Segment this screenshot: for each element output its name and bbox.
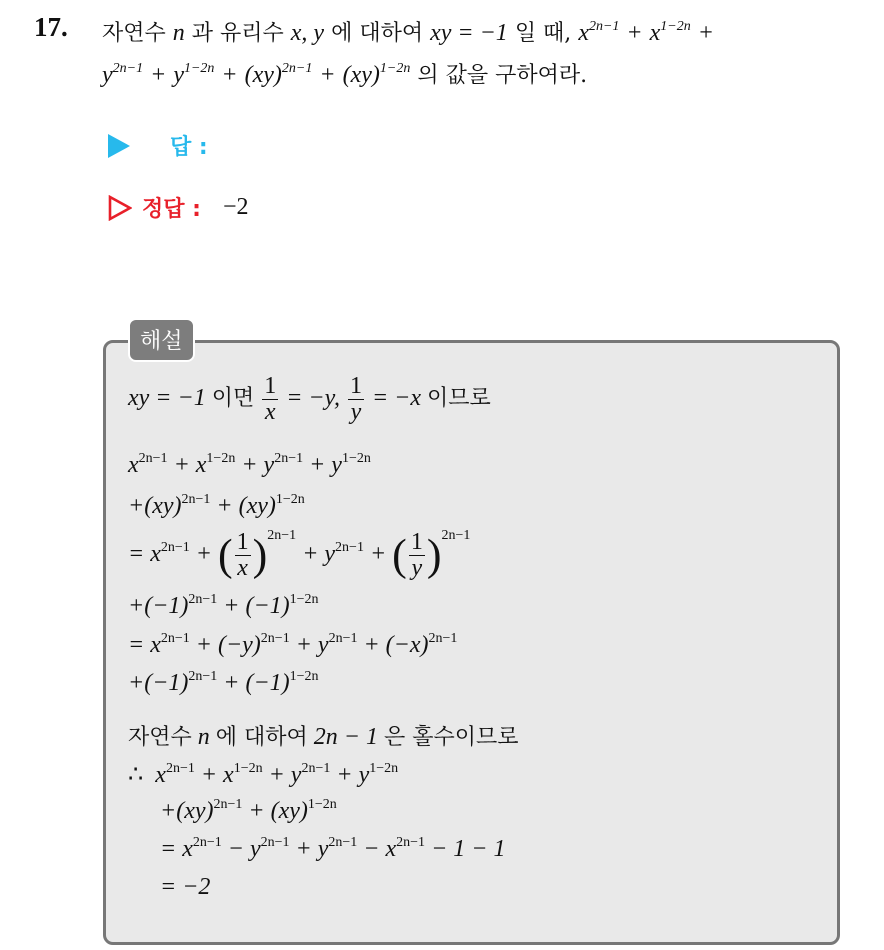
question-text: 과 유리수: [191, 21, 284, 46]
correct-answer-value: −2: [222, 194, 249, 220]
solution-line-12: = −2: [160, 874, 211, 900]
solution-line-8: 자연수 n 에 대하여 2n − 1 은 홀수이므로: [128, 724, 519, 750]
term: $x^{1-2n}$: [649, 19, 691, 46]
condition: xy = −1: [430, 20, 508, 46]
question-line-1: [102, 16, 714, 47]
therefore-symbol: ∴: [128, 762, 144, 788]
solution-line-11: = $x^{2n-1} - y^{2n-1} + y^{2n-1} - x^{2n-1} - 1 - 1$: [160, 835, 506, 862]
solution-line-5: $+(-1)^{2n-1} + (-1)^{1-2n}$: [128, 592, 319, 619]
term: (xy)$^{2n-1}$: [244, 61, 313, 88]
solution-line-9: ∴ $x^{2n-1} + x^{1-2n} + y^{2n-1} + y^{1-2n}$: [128, 761, 399, 788]
solution-line-7: $+(-1)^{2n-1} + (-1)^{1-2n}$: [128, 669, 319, 696]
plus: +: [697, 20, 714, 46]
correct-answer-row: [108, 192, 249, 223]
play-triangle-icon: [108, 134, 130, 158]
question-line-2: [102, 58, 587, 89]
solution-line-10: +(xy)$^{2n-1}$ + (xy)$^{1-2n}$: [160, 797, 337, 824]
question-text: 일 때,: [514, 21, 572, 46]
outline-triangle-icon: [108, 195, 132, 221]
solution-line-6: = $x^{2n-1} + (-y)^{2n-1} + y^{2n-1} + (-x)^{2n-1}$: [128, 631, 458, 658]
question-number: 17.: [34, 12, 68, 42]
plus: +: [150, 62, 167, 88]
question-text: 자연수: [102, 21, 166, 46]
var-n: n: [172, 20, 185, 46]
var-xy: x, y: [290, 20, 325, 46]
question-text: 의 값을 구하여라.: [417, 63, 588, 88]
term: $y^{2n-1}$: [102, 61, 144, 88]
answer-label: 답 :: [170, 135, 208, 160]
question-text: 에 대하여: [331, 21, 424, 46]
solution-line-3: +(xy)$^{2n-1}$ + (xy)$^{1-2n}$: [128, 492, 305, 519]
correct-answer-label: 정답 :: [142, 197, 201, 222]
term: $x^{2n-1}$: [578, 19, 620, 46]
plus: +: [221, 62, 238, 88]
answer-row: [108, 130, 208, 161]
plus: +: [626, 20, 643, 46]
solution-line-1: xy = −1 이면 $\frac{1}{x}$ = −y, $\frac{1}{y}$ = −x 이므로: [128, 373, 491, 426]
term: $y^{1-2n}$: [173, 61, 215, 88]
plus: +: [319, 62, 336, 88]
solution-line-2: $x^{2n-1} + x^{1-2n} + y^{2n-1} + y^{1-2n}$: [128, 451, 371, 478]
solution-tab: 해설: [128, 318, 195, 362]
solution-line-4: = $x^{2n-1}$ + ( $\frac{1}{x}$ )$^{2n-1} + y^{2n-1}$ + ( $\frac{1}{y}$ )$^{2n-1}$: [128, 528, 471, 582]
term: (xy)$^{1-2n}$: [342, 61, 411, 88]
